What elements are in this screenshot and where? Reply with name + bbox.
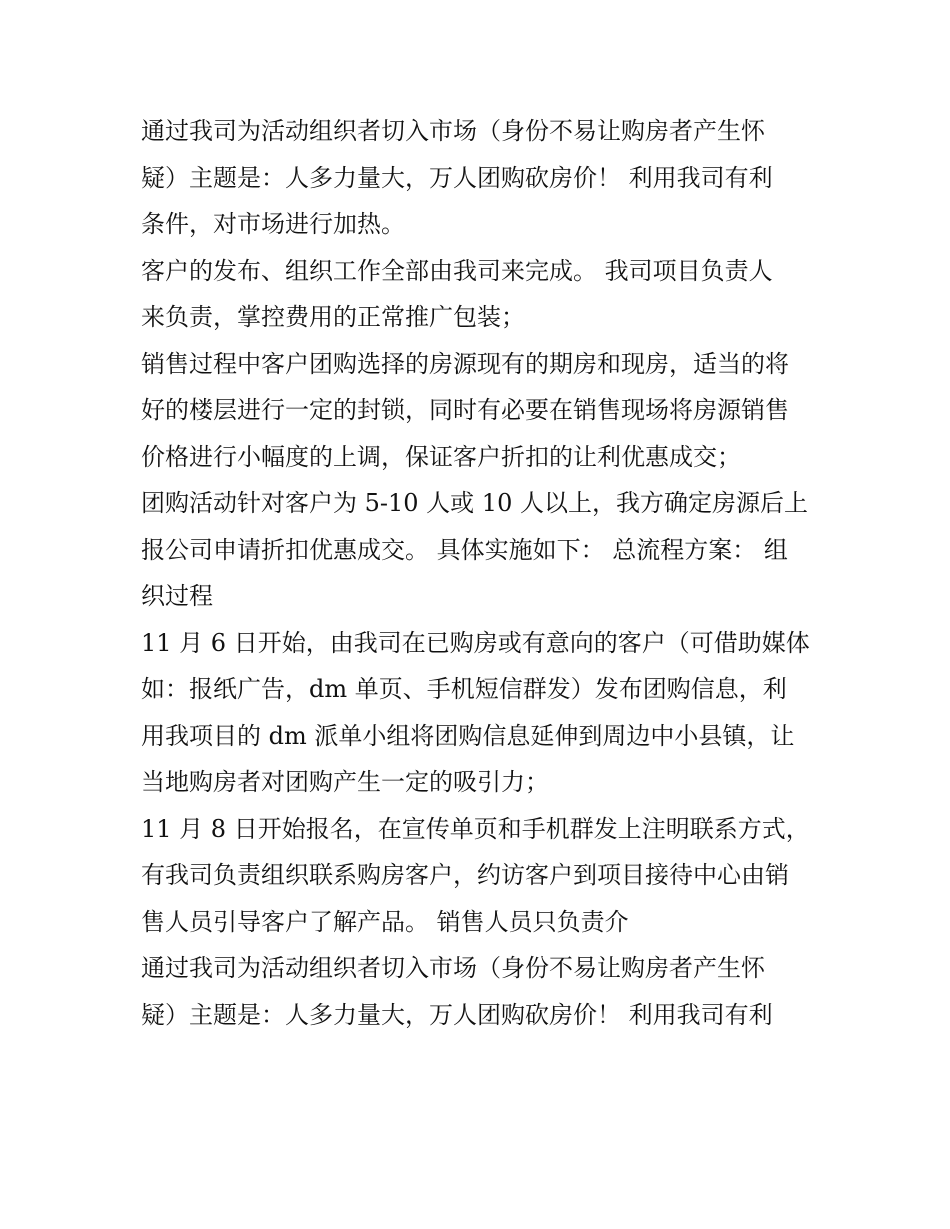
text-line: 疑）主题是：人多力量大，万人团购砍房价！ 利用我司有利 [141,163,773,192]
document-body [141,108,821,1038]
text-line: 来负责，掌控费用的正常推广包装； [141,303,525,331]
text-line: 客户的发布、组织工作全部由我司来完成。 我司项目负责人 [141,256,773,285]
text-line: 销售过程中客户团购选择的房源现有的期房和现房，适当的将 [141,349,789,378]
text-line: 当地购房者对团购产生一定的吸引力； [141,768,549,796]
text-line: 织过程 [141,582,213,610]
text-line: 好的楼层进行一定的封锁，同时有必要在销售现场将房源销售 [141,396,789,424]
text-line: 价格进行小幅度的上调，保证客户折扣的让利优惠成交； [141,442,741,471]
text-line: 如：报纸广告，dm 单页、手机短信群发）发布团购信息，利 [141,675,787,703]
text-line: 通过我司为活动组织者切入市场（身份不易让购房者产生怀 [141,117,765,145]
text-line: 通过我司为活动组织者切入市场（身份不易让购房者产生怀 [141,954,765,982]
text-line: 11 月 6 日开始，由我司在已购房或有意向的客户（可借助媒体 [141,628,810,657]
text-line: 售人员引导客户了解产品。 销售人员只负责介 [141,907,629,936]
text-line: 团购活动针对客户为 5-10 人或 10 人以上，我方确定房源后上 [141,489,808,517]
text-line: 11 月 8 日开始报名，在宣传单页和手机群发上注明联系方式， [141,814,810,843]
text-line: 条件，对市场进行加热。 [141,210,405,238]
text-line: 报公司申请折扣优惠成交。 具体实施如下： 总流程方案： 组 [141,535,788,564]
text-line: 疑）主题是：人多力量大，万人团购砍房价！ 利用我司有利 [141,1000,773,1029]
text-line: 有我司负责组织联系购房客户，约访客户到项目接待中心由销 [141,861,789,889]
text-line: 用我项目的 dm 派单小组将团购信息延伸到周边中小县镇，让 [141,721,795,750]
